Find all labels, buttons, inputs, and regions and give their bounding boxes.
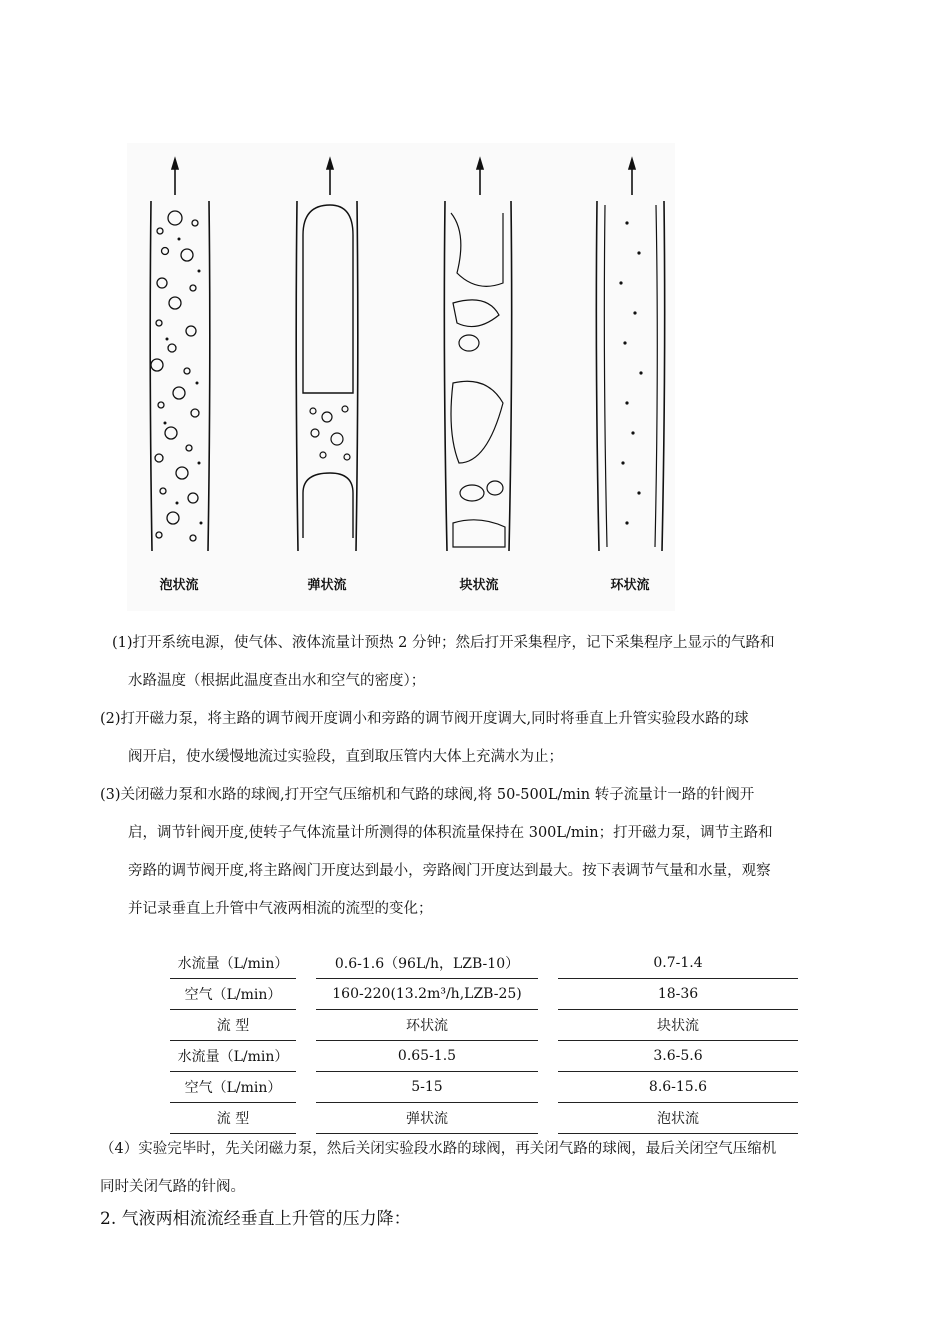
step-3	[100, 776, 860, 928]
table-cell: 流 型	[170, 1103, 296, 1134]
figure-label-annular: 环状流	[610, 578, 650, 593]
table-cell: 水流量（L/min）	[170, 1041, 296, 1072]
flow-regime-table	[170, 948, 798, 1134]
table-cell: 泡状流	[558, 1103, 798, 1134]
step-1-line-2: 水路温度（根据此温度查出水和空气的密度）；	[128, 673, 426, 689]
table-cell: 8.6-15.6	[558, 1072, 798, 1103]
step-1	[100, 624, 860, 700]
table-cell: 0.65-1.5	[316, 1041, 538, 1072]
step-3-line-4: 并记录垂直上升管中气液两相流的流型的变化；	[128, 901, 433, 917]
section-heading: 2. 气液两相流流经垂直上升管的压力降：	[100, 1209, 411, 1229]
figure-label-bubbly: 泡状流	[159, 578, 199, 593]
figure-label-slug: 弹状流	[307, 578, 347, 593]
step-2	[100, 700, 860, 776]
tube-churn	[444, 159, 511, 551]
step-2-line-1: (2)打开磁力泵，将主路的调节阀开度调小和旁路的调节阀开度调大,同时将垂直上升管实验段水路的球	[100, 711, 749, 727]
table-cell: 空气（L/min）	[170, 979, 296, 1010]
table-cell: 水流量（L/min）	[170, 948, 296, 979]
table-cell: 空气（L/min）	[170, 1072, 296, 1103]
table-row	[170, 979, 798, 1010]
step-4-line-1: （4）实验完毕时，先关闭磁力泵，然后关闭实验段水路的球阀，再关闭气路的球阀，最后关闭空气压缩机	[100, 1141, 777, 1157]
table-cell: 5-15	[316, 1072, 538, 1103]
table-cell: 3.6-5.6	[558, 1041, 798, 1072]
step-4	[100, 1130, 860, 1206]
table-cell: 流 型	[170, 1010, 296, 1041]
tube-slug	[296, 159, 358, 551]
table-row	[170, 1010, 798, 1041]
step-3-line-2: 启，调节针阀开度,使转子气体流量计所测得的体积流量保持在 300L/min；打开磁力泵，调节主路和	[128, 825, 773, 841]
figure-label-churn: 块状流	[459, 578, 499, 593]
step-3-line-3: 旁路的调节阀开度,将主路阀门开度达到最小，旁路阀门开度达到最大。按下表调节气量和水量，观察	[128, 863, 771, 879]
step-3-line-1: (3)关闭磁力泵和水路的球阀,打开空气压缩机和气路的球阀,将 50-500L/min 转子流量计一路的针阀开	[100, 787, 755, 803]
step-4-line-2: 同时关闭气路的针阀。	[100, 1179, 245, 1195]
tube-annular	[596, 159, 664, 551]
table-cell: 18-36	[558, 979, 798, 1010]
table-row	[170, 948, 798, 979]
step-2-line-2: 阀开启，使水缓慢地流过实验段，直到取压管内大体上充满水为止；	[128, 749, 563, 765]
table-row	[170, 1041, 798, 1072]
table-cell: 160-220(13.2m³/h,LZB-25)	[316, 979, 538, 1010]
table-cell: 环状流	[316, 1010, 538, 1041]
table-cell: 0.6-1.6（96L/h，LZB-10）	[316, 948, 538, 979]
tube-bubbly	[150, 159, 210, 551]
table-cell: 0.7-1.4	[558, 948, 798, 979]
table-cell: 弹状流	[316, 1103, 538, 1134]
table-cell: 块状流	[558, 1010, 798, 1041]
table-row	[170, 1072, 798, 1103]
step-1-line-1: (1)打开系统电源，使气体、液体流量计预热 2 分钟；然后打开采集程序，记下采集程序上显示的气路和	[112, 635, 775, 651]
flow-pattern-figure	[127, 143, 675, 611]
